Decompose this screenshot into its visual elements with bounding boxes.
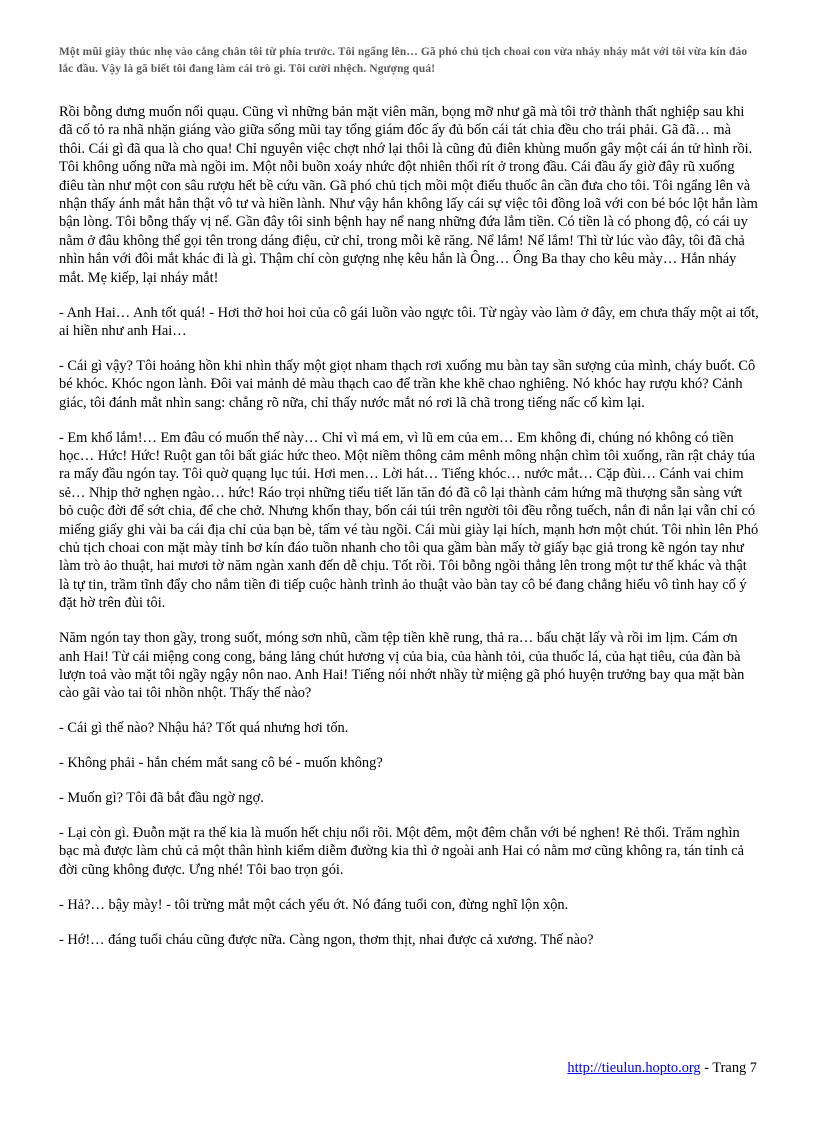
body-paragraph: - Cái gì vậy? Tôi hoảng hồn khi nhìn thấy một giọt nham thạch rơi xuống mu bàn tay sần sượng của mình, cháy buốt. Cô bé khóc. Khóc ngon lành. Đôi vai mảnh dẻ màu thạch cao để trần khe khẽ chao nghiêng. Nó khóc hay rượu khó? Cảnh giác, tôi đánh mắt nhìn sang: chẳng rõ nữa, chỉ thấy nước mắt nó rơi lã chã trong tiếng nấc cố kìm lại. bbox=[59, 357, 756, 411]
body-paragraph: - Lại còn gì. Đuỗn mặt ra thế kia là muốn hết chịu nổi rồi. Một đêm, một đêm chẵn với bé nghen! Rẻ thối. Trăm nghìn bạc mà được làm chủ cả một thân hình kiểm diễm đường kia thì ở ngoài anh Hai có nằm mơ cũng không ra, tán tỉnh cả đời cũng không được. Ưng nhé! Tôi bao trọn gói. bbox=[59, 825, 745, 878]
intro-paragraph: Một mũi giày thúc nhẹ vào cẳng chân tôi từ phía trước. Tôi ngẩng lên… Gã phó chủ tịch choai con vừa nháy nháy mắt với tôi vừa kín đáo lắc đầu. Vậy là gã biết tôi đang làm cái trò gì. Tôi cười nhệch. Ngượng quá! bbox=[59, 46, 748, 75]
body-paragraph: - Hớ!… đáng tuổi cháu cũng được nữa. Càng ngon, thơm thịt, nhai được cả xương. Thế nào? bbox=[59, 931, 594, 948]
body-paragraph: - Cái gì thế nào? Nhậu hả? Tốt quá nhưng hơi tốn. bbox=[59, 720, 349, 737]
body-paragraph: - Muốn gì? Tôi đã bắt đầu ngờ ngợ. bbox=[59, 790, 264, 807]
page-footer bbox=[0, 1059, 757, 1077]
site-link[interactable]: http://tieulun.hopto.org bbox=[567, 1060, 701, 1076]
body-paragraph: Rồi bỗng dưng muốn nổi quạu. Cũng vì những bản mặt viên mãn, bọng mỡ như gã mà tôi trở thành thất nghiệp sau khi đã cố tỏ ra nhã nhặn giáng vào giữa sống mũi tay tổng giám đốc ấy đủ bốn cái tát chia đều cho trái phải. Gã đã… mà thôi. Cái gì đã qua là cho qua! Chỉ nguyên việc chợt nhớ lại thôi là cũng đủ điên khùng muốn gây một cái án tử hình rồi. Tôi không uống nữa mà ngồi im. Một nỗi buồn xoáy nhức đột nhiên thối rít ở trong đầu. Cái đầu ấy giờ đây rũ xuống điêu tàn như một con sâu rượu hết bề cứu vãn. Gã phó chủ tịch mồi một điếu thuốc ân cần đưa cho tôi. Tôi ngẩng lên và nhận thấy ánh mắt hắn thật vô tư và hiền lành. Như vậy hắn không lấy cái sự việc tôi đồng loã với con bé bóc lột hắn làm bận lòng. Tôi bỗng thấy vị nể. Gần đây tôi sinh bệnh hay nể nang những đứa lắm tiền. Có tiền là có phong độ, có cái uy nằm ở đâu không thể gọi tên trong dáng điệu, cử chỉ, trong mỗi kẽ răng. Nể lắm! Nể lắm! Thì từ lúc vào đây, tôi đã chả nhìn hắn với đôi mắt khác đi là gì. Thậm chí còn gượng nhẹ kêu hắn là Ông… Ông Ba thay cho kêu mày… Hắn nháy mắt. Mẹ kiếp, lại nháy mắt! bbox=[59, 104, 758, 286]
body-paragraph: Năm ngón tay thon gầy, trong suốt, móng sơn nhũ, cầm tệp tiền khẽ rung, thả ra… bấu chặt lấy và rồi im lịm. Cám ơn anh Hai! Từ cái miệng cong cong, bảng lảng chút hương vị của bia, của hành tỏi, của thuốc lá, của hạt tiêu, của đàn bà lượn toả vào mặt tôi ngầy ngậy nôn nao. Anh Hai! Tiếng nói nhớt nhầy từ miệng gã phó huyện trưởng bay qua mặt bàn cào gãi vào tai tôi nhồn nhột. Thấy thế nào? bbox=[59, 630, 745, 702]
body-paragraph: - Không phải - hắn chém mắt sang cô bé - muốn không? bbox=[59, 755, 383, 772]
body-paragraph: - Anh Hai… Anh tốt quá! - Hơi thở hoi hoi của cô gái luồn vào ngực tôi. Từ ngày vào làm ở đây, em chưa thấy một ai tốt, ai hiền như anh Hai… bbox=[59, 304, 759, 339]
page-number: - Trang 7 bbox=[700, 1060, 757, 1076]
document-body bbox=[59, 103, 759, 966]
body-paragraph: - Em khổ lắm!… Em đâu có muốn thế này… Chỉ vì má em, vì lũ em của em… Em không đi, chúng nó không có tiền học… Hức! Hức! Ruột gan tôi bất giác hức theo. Một niềm thông cảm mênh mông nhận chìm tôi xuống, rần rật chảy túa ra mấy đầu ngón tay. Tôi quờ quạng lục túi. Hơi men… Lời hát… Tiếng khóc… nước mắt… Cặp đùi… Cánh vai chim sẻ… Nhịp thở nghẹn ngào… hức! Ráo trọi những tiểu tiết lăn tăn đó đã cô lại thành cảm hứng mã thượng sẵn sàng vứt bỏ cuộc đời để sớt chia, để che chở. Nhưng khốn thay, bốn cái túi trên người tôi đều rỗng tuếch, nắn đi nắn lại vẫn chỉ có miếng giấy ghi vài ba cái địa chỉ của bạn bè, tấm vé tàu ngồi. Cái mùi giày lại hích, mạnh hơn một chút. Tôi nhìn lên Phó chủ tịch choai con mặt mày tỉnh bơ kín đáo tuồn nhanh cho tôi qua gầm bàn mấy tờ giấy bạc giả trong kẽ ngón tay như làm trò ảo thuật, hai mươi tờ năm ngàn xanh đến dễ chịu. Tốt rồi. Tôi bỗng ngồi thẳng lên trong một tư thế khác và thật là tự tin, trầm tĩnh đẩy cho nắm tiền đi tiếp cuộc hành trình ảo thuật vào bàn tay cô bé đang chẳng hiểu vô tình hay cố ý đặt hờ trên đùi tôi. bbox=[59, 429, 759, 612]
body-paragraph: - Hả?… bậy mày! - tôi trừng mắt một cách yếu ớt. Nó đáng tuổi con, đừng nghĩ lộn xộn. bbox=[59, 896, 569, 913]
